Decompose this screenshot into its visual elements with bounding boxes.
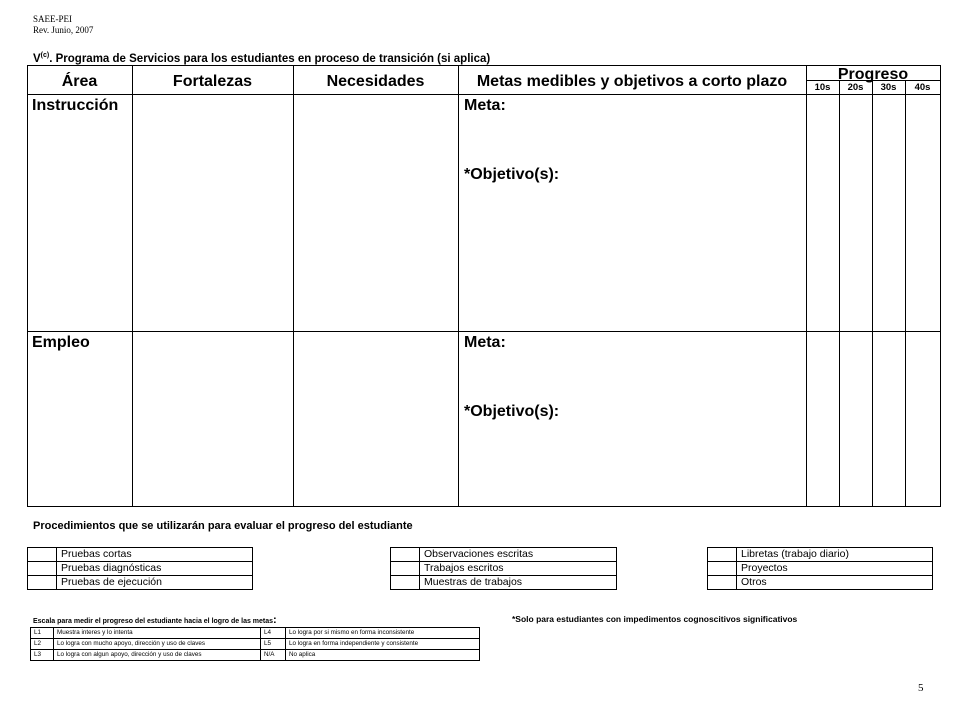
scale-code: N/A [261,650,286,661]
procedure-label: Muestras de trabajos [420,576,617,590]
table-right-border [940,65,941,507]
scale-desc: Muestra interes y lo intenta [54,628,261,639]
scale-code: L1 [31,628,54,639]
col-sep [132,65,133,507]
table-row [31,628,480,639]
scale-desc: Lo logra por si mismo en forma inconsistente [286,628,480,639]
header-progreso-30s: 30s [880,82,897,93]
list-item [708,562,933,576]
footnote: *Solo para estudiantes con impedimentos cognoscitivos significativos [512,614,798,624]
header-progreso: Progreso [837,66,909,83]
procedure-label: Trabajos escritos [420,562,617,576]
checkbox[interactable] [391,576,420,590]
scale-title-colon: : [273,614,277,626]
list-item [708,576,933,590]
list-item [28,576,253,590]
row-meta-label: Meta: [464,97,506,114]
doc-revision: Rev. Junio, 2007 [33,25,94,35]
checkbox[interactable] [28,548,57,562]
procedures-title: Procedimientos que se utilizarán para evaluar el progreso del estudiante [33,520,413,532]
row-objetivo-label: *Objetivo(s): [464,166,560,183]
list-item [708,548,933,562]
header-fortalezas: Fortalezas [172,73,253,90]
list-item [391,562,617,576]
checkbox[interactable] [708,562,737,576]
row-area-instruccion: Instrucción [32,97,119,114]
row-separator [27,331,941,332]
table-left-border [27,65,28,507]
table-bottom-border [27,506,941,507]
col-sep [293,65,294,507]
procedures-group-1 [27,547,253,590]
header-progreso-20s: 20s [847,82,864,93]
procedures-group-2 [390,547,617,590]
checkbox[interactable] [28,576,57,590]
scale-desc: Lo logra en forma independiente y consistente [286,639,480,650]
scale-code: L3 [31,650,54,661]
scale-title [33,614,277,626]
checkbox[interactable] [708,576,737,590]
list-item [28,548,253,562]
section-title-text: . Programa de Servicios para los estudiantes en proceso de transición (si aplica) [49,53,491,65]
procedure-label: Observaciones escritas [420,548,617,562]
checkbox[interactable] [708,548,737,562]
header-progreso-40s: 40s [914,82,931,93]
document-header [33,14,93,36]
table-row [31,639,480,650]
col-sep [806,65,807,507]
scale-table [30,627,480,661]
scale-desc: No aplica [286,650,480,661]
procedure-label: Proyectos [737,562,933,576]
procedure-label: Pruebas de ejecución [57,576,253,590]
procedure-label: Otros [737,576,933,590]
list-item [391,548,617,562]
procedure-label: Pruebas cortas [57,548,253,562]
row-meta-label: Meta: [464,334,506,351]
checkbox[interactable] [391,562,420,576]
scale-code: L2 [31,639,54,650]
procedure-label: Pruebas diagnósticas [57,562,253,576]
section-numeral: V [33,53,41,65]
header-area: Área [61,73,98,90]
section-title [33,52,490,65]
page-number: 5 [918,682,924,694]
row-objetivo-label: *Objetivo(s): [464,403,560,420]
section-superscript: (c) [40,52,50,59]
header-necesidades: Necesidades [326,73,425,90]
col-sep [905,80,906,507]
list-item [28,562,253,576]
header-bottom [27,94,941,95]
scale-title-text: Escala para medir el progreso del estudiante hacia el logro de las metas [33,618,274,625]
table-top-border [27,65,941,66]
scale-desc: Lo logra con algun apoyo, dirección y uso de claves [54,650,261,661]
col-sep [872,80,873,507]
doc-code: SAEE-PEI [33,14,72,24]
scale-code: L4 [261,628,286,639]
scale-code: L5 [261,639,286,650]
table-row [31,650,480,661]
checkbox[interactable] [28,562,57,576]
list-item [391,576,617,590]
checkbox[interactable] [391,548,420,562]
row-area-empleo: Empleo [32,334,90,351]
col-sep [458,65,459,507]
header-metas: Metas medibles y objetivos a corto plazo [476,73,788,90]
procedure-label: Libretas (trabajo diario) [737,548,933,562]
scale-desc: Lo logra con mucho apoyo, dirección y uso de claves [54,639,261,650]
col-sep [839,80,840,507]
header-progreso-10s: 10s [814,82,831,93]
procedures-group-3 [707,547,933,590]
